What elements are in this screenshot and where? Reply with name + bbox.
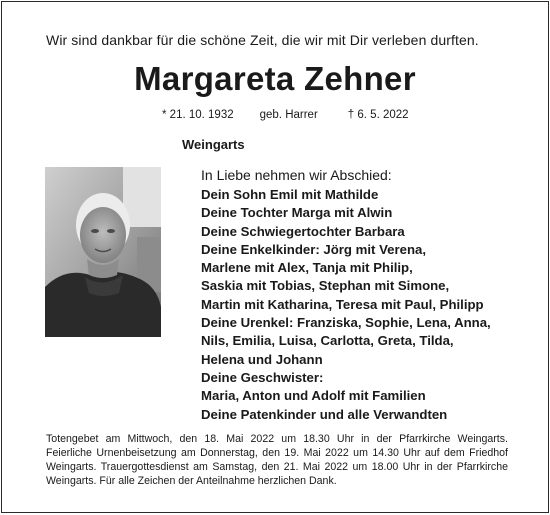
birth-date: * 21. 10. 1932 [162,109,234,121]
mourner-line: Deine Tochter Marga mit Alwin [201,205,393,221]
hometown: Weingarts [182,137,245,152]
motto-text: Wir sind dankbar für die schöne Zeit, die wir mit Dir verleben durften. [46,32,479,48]
service-line: Weingarts. Für alle Zeichen der Anteilnahme herzlichen Dank. [46,475,337,487]
mourner-line: Martin mit Katharina, Teresa mit Paul, Philipp [201,296,484,312]
service-line: Feierliche Urnenbeisetzung am Donnerstag, den 19. Mai 2022 um 14.30 Uhr auf dem Friedhof [46,447,508,459]
mourner-line: Deine Patenkinder und alle Verwandten [201,406,448,422]
death-date: † 6. 5. 2022 [347,109,409,121]
mourner-line: Nils, Emilia, Luisa, Carlotta, Greta, Tilda, [201,333,454,349]
mourners-list [201,186,491,424]
mourner-line: Helena und Johann [201,351,323,367]
service-details [46,432,508,488]
mourner-line: Saskia mit Tobias, Stephan mit Simone, [201,278,450,294]
mourner-line: Marlene mit Alex, Tanja mit Philip, [201,260,413,276]
farewell-intro: In Liebe nehmen wir Abschied: [201,167,392,183]
maiden-name: geb. Harrer [259,109,318,121]
mourner-line: Deine Geschwister: [201,369,324,385]
life-dates [162,109,409,121]
mourner-line: Deine Urenkel: Franziska, Sophie, Lena, Anna, [201,315,491,331]
mourner-line: Maria, Anton und Adolf mit Familien [201,388,426,404]
deceased-name: Margareta Zehner [134,60,416,97]
mourner-line: Deine Enkelkinder: Jörg mit Verena, [201,241,426,257]
mourner-line: Dein Sohn Emil mit Mathilde [201,187,379,202]
service-line: Weingarts. Trauergottesdienst am Samstag, den 21. Mai 2022 um 18.00 Uhr in der Pfarrkirche [46,461,508,473]
service-line: Totengebet am Mittwoch, den 18. Mai 2022 um 18.30 Uhr in der Pfarrkirche Weingarts. [46,433,508,445]
obituary-notice [1,1,549,513]
portrait-photo [45,167,161,337]
mourner-line: Deine Schwiegertochter Barbara [201,223,405,239]
